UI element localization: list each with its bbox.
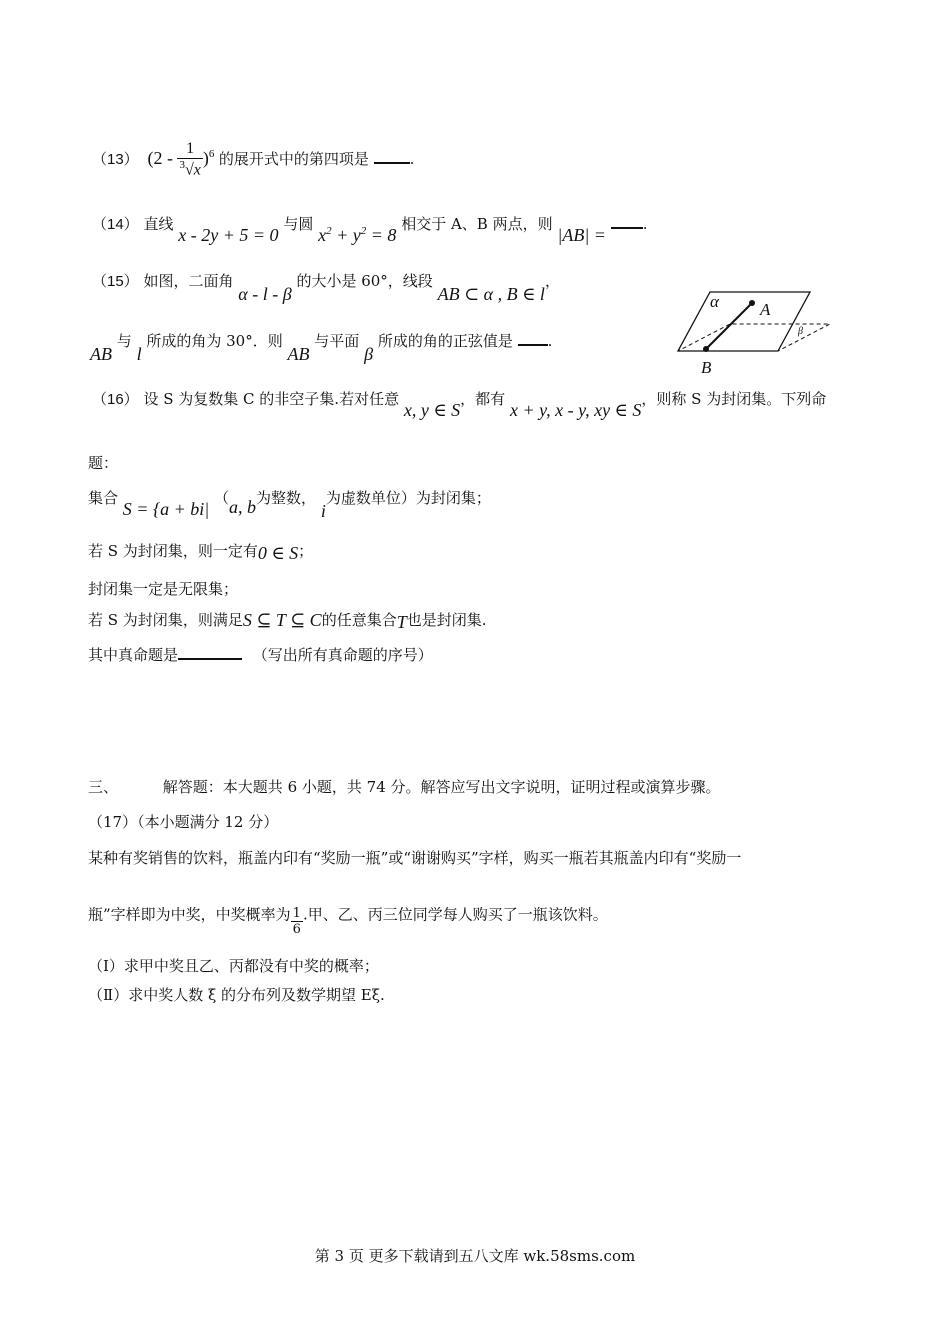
root-variable: x: [193, 161, 201, 179]
segment-ab: AB: [287, 344, 310, 364]
question-text: 与圆: [283, 215, 314, 233]
fraction: [177, 140, 202, 179]
question-text: ，: [544, 272, 560, 290]
plane-alpha-shape: [678, 292, 810, 351]
proposition-4: [88, 609, 487, 630]
var-ab: a, b: [229, 497, 257, 517]
question-16: [92, 388, 827, 420]
exponent: 2: [326, 225, 332, 237]
root-index: 3: [179, 159, 185, 171]
question-17-text: 瓶”字样即为中奖，中奖概率为: [88, 905, 291, 924]
circle-rhs: = 8: [366, 225, 397, 245]
question-end: .: [642, 215, 648, 233]
circle-x: x: [318, 225, 327, 245]
question-end: .: [409, 149, 415, 168]
proposition-text: ；: [298, 542, 314, 560]
question-17-part-2: （Ⅱ）求中奖人数 ξ 的分布列及数学期望 Eξ.: [88, 986, 385, 1004]
expr-suffix: ): [202, 147, 209, 168]
question-text: 设 S 为复数集 C 的非空子集.若对任意: [143, 390, 400, 408]
probability-fraction: [291, 906, 303, 937]
line-equation: x - 2y + 5 = 0: [178, 225, 279, 245]
var-i: i: [320, 501, 326, 521]
circle-y: + y: [331, 225, 361, 245]
question-end: .: [547, 332, 553, 350]
question-17-heading: （17）（本小题满分 12 分）: [88, 813, 279, 831]
b-label: B: [701, 358, 712, 377]
fraction-denominator: 6: [292, 922, 301, 937]
question-text: 如图，二面角: [143, 272, 234, 290]
line-l: l: [136, 344, 142, 364]
answer-line: [88, 644, 433, 665]
question-text: 的展开式中的第四项是: [218, 149, 369, 168]
closure-condition: x + y, x - y, xy ∈ S: [509, 400, 642, 420]
zero-in-s: 0 ∈ S: [257, 543, 299, 563]
circle-equation: [318, 225, 396, 245]
question-text: ，都有: [460, 390, 506, 408]
section-number: 三、: [88, 778, 119, 796]
proposition-text: 为虚数单位）为封闭集；: [325, 489, 491, 507]
ab-length: |AB| =: [557, 225, 606, 245]
question-text: 所成的角的正弦值是: [377, 332, 513, 350]
proposition-text: （: [214, 489, 230, 507]
proposition-2: [88, 540, 313, 561]
question-number: （14）: [92, 216, 139, 233]
section-3-heading: [88, 776, 721, 797]
answer-blank[interactable]: [374, 161, 410, 164]
proposition-text: 若 S 为封闭集，则满足: [88, 611, 243, 629]
exponent: 2: [360, 225, 367, 237]
expression: [147, 140, 218, 179]
alpha-label: α: [710, 292, 719, 311]
proposition-text: 的任意集合: [321, 611, 397, 629]
question-17-text: .甲、乙、丙三位同学每人购买了一瓶该饮料。: [302, 905, 608, 924]
set-t: T: [396, 612, 407, 632]
a-label: A: [760, 300, 771, 319]
set-s: S = {a + bi|: [122, 499, 210, 519]
proposition-text: 集合: [88, 489, 119, 507]
condition-xy: x, y ∈ S: [403, 400, 461, 420]
question-number: （15）: [92, 273, 139, 290]
question-17-text: 某种有奖销售的饮料，瓶盖内印有“奖励一瓶”或“谢谢购买”字样，购买一瓶若其瓶盖内印有“奖励一: [88, 849, 742, 867]
subset-chain: S ⊆ T ⊆ C: [242, 610, 322, 630]
fraction-numerator: 1: [292, 906, 301, 921]
dihedral-angle: α - l - β: [238, 284, 292, 304]
expr-prefix: (2 -: [147, 147, 173, 168]
question-text: 与: [116, 332, 132, 350]
question-text: 的大小是 60°，线段: [296, 272, 433, 290]
question-15: [92, 270, 560, 304]
proposition-text: 若 S 为封闭集，则一定有: [88, 542, 258, 560]
answer-prompt: 其中真命题是: [88, 646, 179, 664]
exponent: 6: [208, 147, 215, 160]
point-a: [749, 300, 755, 306]
question-text: 相交于 A、B 两点，则: [401, 215, 553, 233]
answer-blank[interactable]: [518, 343, 548, 346]
question-text: 直线: [143, 215, 174, 233]
fraction-denominator: $^3$√x: [179, 159, 201, 179]
question-text: 所成的角为 30°．则: [146, 332, 283, 350]
dihedral-figure: [670, 285, 840, 380]
proposition-text: 也是封闭集.: [406, 611, 487, 629]
plane-beta-shape: [678, 324, 830, 351]
proposition-1: [88, 487, 491, 521]
question-13: [92, 140, 414, 179]
question-17-line-2: [88, 900, 608, 937]
proposition-text: 为整数，: [256, 489, 317, 507]
question-text: 与平面: [314, 332, 360, 350]
section-text: 解答题：本大题共 6 小题，共 74 分。解答应写出文字说明，证明过程或演算步骤。: [162, 778, 721, 796]
answer-blank[interactable]: [611, 226, 643, 229]
proposition-3: 封闭集一定是无限集；: [88, 580, 239, 598]
question-number: （13）: [92, 150, 139, 168]
answer-hint: （写出所有真命题的序号）: [252, 646, 433, 664]
point-b: [703, 346, 709, 352]
segment-ab: AB: [90, 344, 112, 364]
segment-condition: AB ⊂ α , B ∈ l: [437, 284, 545, 304]
answer-blank[interactable]: [178, 657, 242, 660]
fraction-numerator: 1: [177, 140, 202, 159]
question-17-part-1: （Ⅰ）求甲中奖且乙、丙都没有中奖的概率；: [88, 957, 379, 975]
beta-label: β: [798, 326, 803, 337]
page-footer: 第 3 页 更多下载请到五八文库 wk.58sms.com: [314, 1247, 636, 1265]
question-14: [92, 213, 648, 245]
question-number: （16）: [92, 391, 139, 408]
question-text: 题：: [88, 454, 119, 472]
plane-beta: β: [364, 344, 374, 364]
question-15-line-2: [90, 330, 553, 364]
question-text: ，则称 S 为封闭集。下列命: [641, 390, 827, 408]
